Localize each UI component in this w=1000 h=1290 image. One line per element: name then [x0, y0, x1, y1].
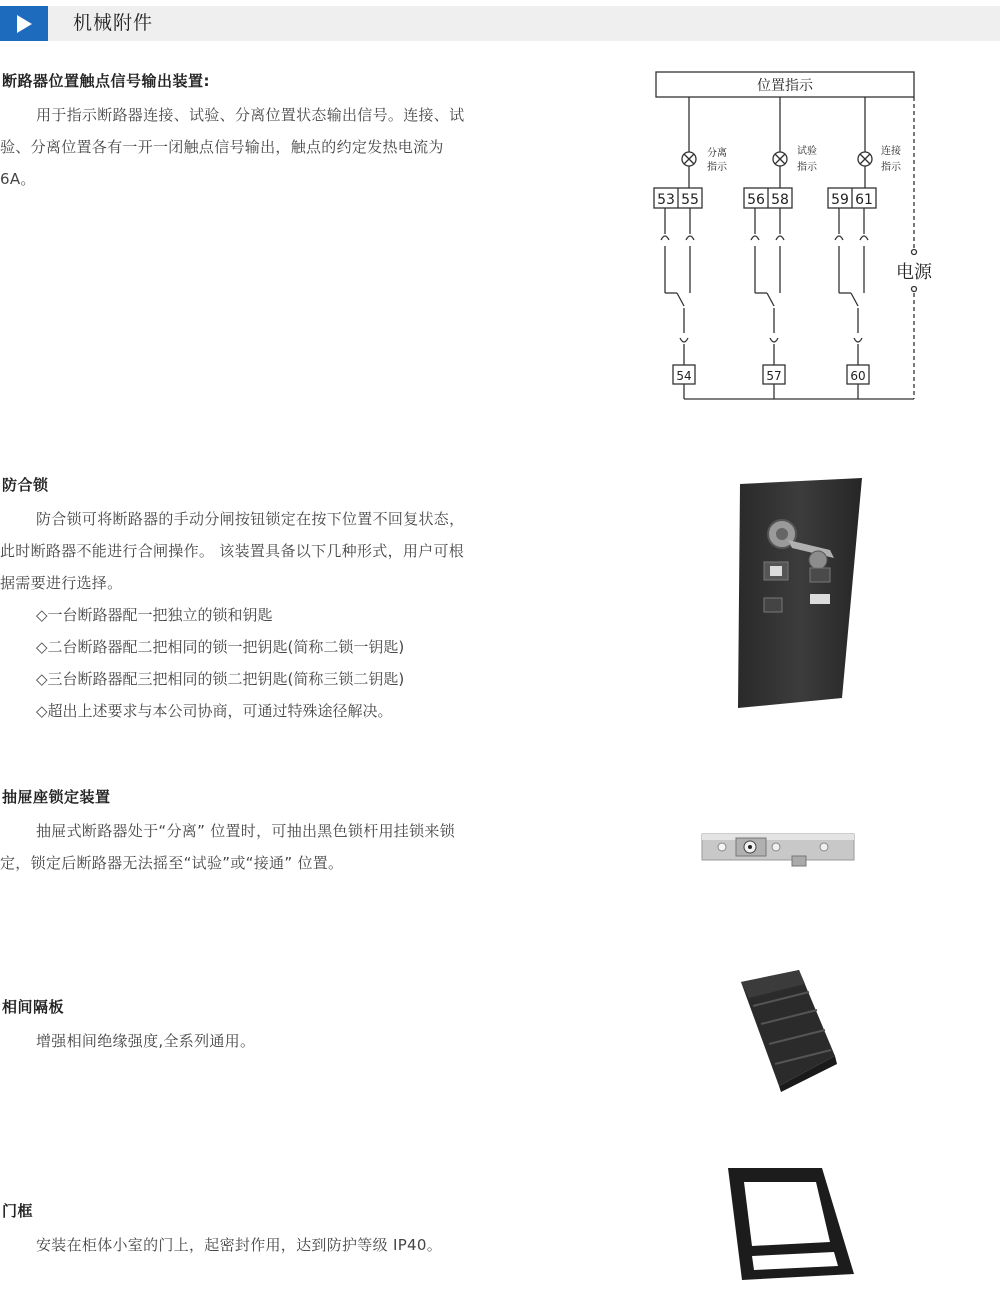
section-drawer-lock — [0, 786, 470, 879]
section-phase-barrier — [0, 996, 470, 1057]
terminal-number: 57 — [766, 369, 782, 383]
section-title: 防合锁 — [2, 476, 49, 494]
section-title: 断路器位置触点信号输出装置: — [2, 72, 210, 90]
section-title: 相间隔板 — [2, 998, 65, 1016]
terminal-number: 58 — [771, 192, 789, 208]
play-arrow-icon — [0, 6, 48, 41]
power-label: 电源 — [896, 262, 932, 283]
section-text: 安装在柜体小室的门上，起密封作用，达到防护等级 IP40。 — [36, 1236, 443, 1254]
list-item: ◇二台断路器配二把相同的锁一把钥匙(简称二锁一钥匙) — [36, 638, 405, 656]
terminal-number: 54 — [676, 369, 692, 383]
position-indicator-diagram — [650, 68, 932, 403]
drawer-lock-image — [700, 828, 860, 870]
section-position-signal — [0, 70, 470, 195]
terminal-number: 53 — [657, 192, 675, 208]
lamp-label: 指示 — [881, 162, 901, 173]
terminal-number: 60 — [850, 369, 866, 383]
terminal-number: 55 — [681, 192, 699, 208]
lamp-label: 分离 — [707, 148, 727, 159]
section-text: 防合锁可将断路器的手动分闸按钮锁定在按下位置不回复状态，此时断路器不能进行合闸操作。 该装置具备以下几种形式，用户可根据需要进行选择。 — [0, 510, 465, 592]
terminal-number: 59 — [831, 192, 849, 208]
section-text: 增强相间绝缘强度,全系列通用。 — [36, 1032, 256, 1050]
terminal-number: 56 — [747, 192, 765, 208]
section-text: 用于指示断路器连接、试验、分离位置状态输出信号。连接、试验、分离位置各有一开一闭触点信号输出，触点的约定发热电流为 6A。 — [0, 106, 465, 188]
section-text: 抽屉式断路器处于“分离” 位置时，可抽出黑色锁杆用挂锁来锁定，锁定后断路器无法摇至“试验”或“接通” 位置。 — [0, 822, 456, 872]
lamp-label: 连接 — [881, 146, 901, 157]
page-title: 机械附件 — [73, 12, 154, 34]
lamp-label: 指示 — [707, 162, 727, 173]
phase-barrier-image — [735, 968, 845, 1093]
section-header — [0, 6, 1000, 41]
lamp-label: 指示 — [797, 162, 817, 173]
diagram-box-label: 位置指示 — [757, 78, 813, 94]
list-item: ◇三台断路器配三把相同的锁二把钥匙(简称三锁二钥匙) — [36, 670, 405, 688]
lamp-label: 试验 — [797, 146, 817, 157]
door-frame-image — [722, 1162, 862, 1284]
anti-close-lock-image — [730, 474, 870, 714]
list-item: ◇超出上述要求与本公司协商，可通过特殊途径解决。 — [36, 702, 393, 720]
section-anti-close-lock — [0, 474, 470, 727]
section-title: 抽屉座锁定装置 — [2, 788, 111, 806]
section-door-frame — [0, 1200, 470, 1261]
section-title: 门框 — [2, 1202, 34, 1220]
list-item: ◇一台断路器配一把独立的锁和钥匙 — [36, 606, 273, 624]
terminal-number: 61 — [855, 192, 873, 208]
